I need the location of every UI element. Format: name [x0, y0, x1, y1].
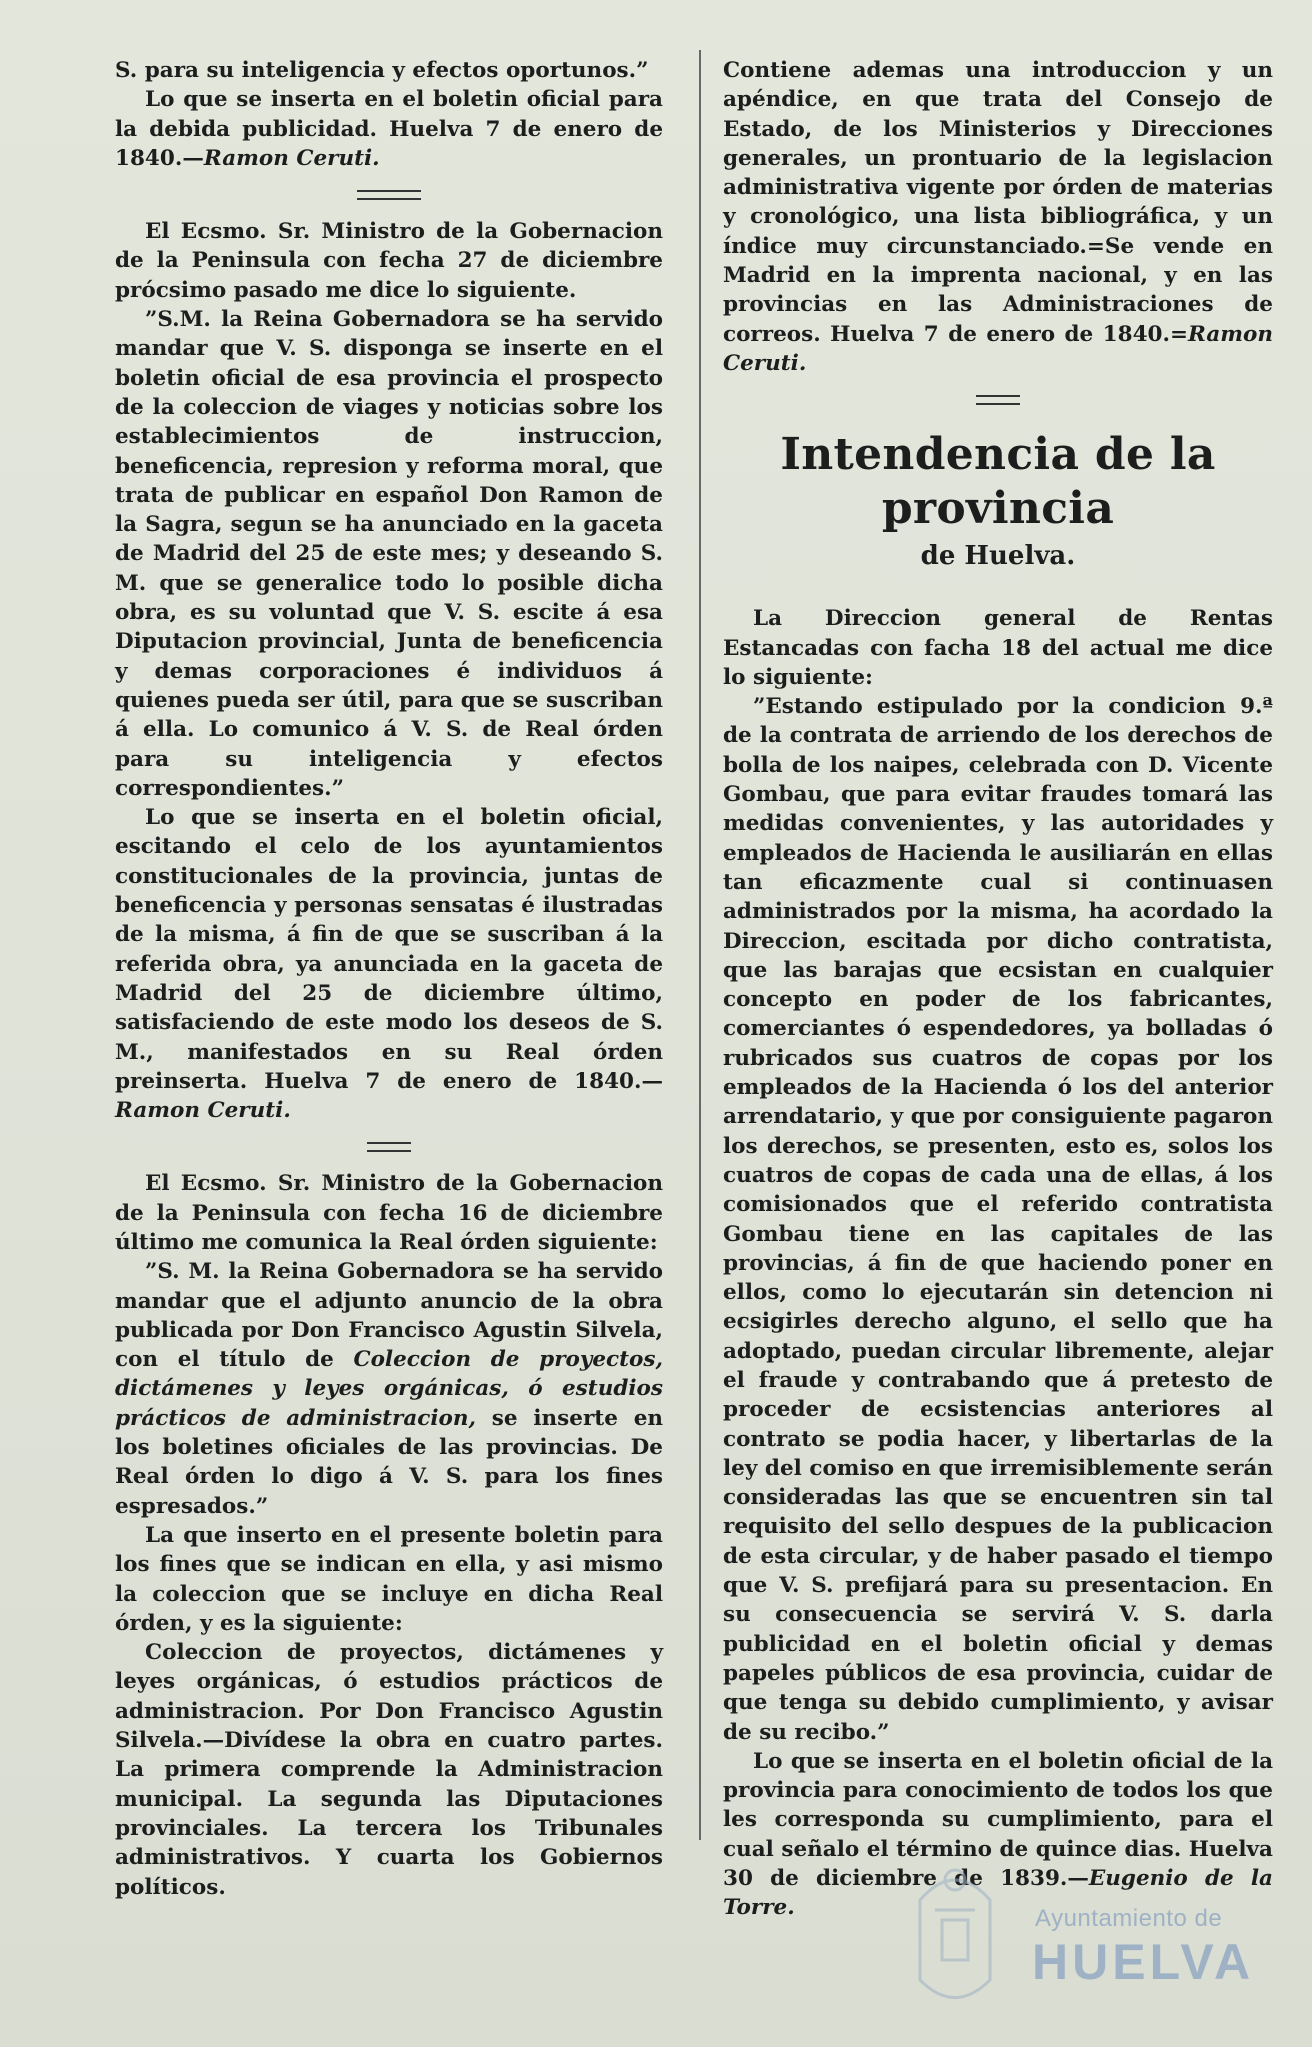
signature: Ramon Ceruti. — [115, 1098, 291, 1124]
paragraph: La Direccion general de Rentas Estancadas con facha 18 del actual me dice lo siguiente: — [723, 606, 1273, 690]
paragraph: El Ecsmo. Sr. Ministro de la Gobernacion de la Peninsula con fecha 27 de diciembre prócsimo pasado me dice lo siguiente. — [115, 219, 663, 303]
book-title: Coleccion de proyectos, dictámenes y leyes orgánicas, ó estudios prácticos de administracion, — [115, 1347, 663, 1431]
signature: Eugenio de la Torre. — [723, 1866, 1273, 1921]
quoted-order: ”S.M. la Reina Gobernadora se ha servido mandar que V. S. disponga se inserte en el boletin oficial de esa provincia el prospecto de la coleccion de viages y noticias sobre los establecimientos de instruccion, beneficencia, represion y reforma moral, que trata de publicar en español Don Ramon de la Sagra, segun se ha anunciado en la gaceta de Madrid del 25 de este mes; y deseando S. M. que se generalice todo lo posible dicha obra, es su voluntad que V. S. escite á esa Diputacion provincial, Junta de beneficencia y demas corporaciones é individuos á quienes pueda ser útil, para que se suscriban á ella. Lo comunico á V. S. de Real órden para su inteligencia y efectos correspondientes.” — [115, 307, 663, 801]
quoted-order: ”Estando estipulado por la condicion 9.ª de la contrata de arriendo de los derechos de bolla de los naipes, celebrada con D. Vicente Gombau, que para evitar fraudes tomará las medidas convenientes, y las autoridades y empleados de Hacienda le ausiliarán en ellas tan eficazmente cual si continuasen administrados por la misma, ha acordado la Direccion, escitada por dicho contratista, que las barajas que ecsistan en cualquier concepto en poder de los fabricantes, comerciantes ó espendedores, ya bolladas ó rubricados sus cuatros de copas por los empleados de la Hacienda ó los del anterior arrendatario, y que por consiguiente pagaron los derechos, se presenten, esto es, solos los cuatros de copas de cada una de ellas, á los comisionados que el referido contratista Gombau tiene en las capitales de las provincias, á fin de que haciendo poner en ellos, como lo ejecutarán sin detencion ni ecsigirles derecho alguno, el sello que ha adoptado, puedan circular libremente, alejar el fraude y contrabando que á pretesto de proceder de ecsistencias anteriores al contrato se podia hacer, y libertarlas de la ley del comiso en que irremisiblemente serán consideradas las que se encuentren sin tal requisito del sello despues de la publicacion de esta circular, y de haber pasado el tiempo que V. S. prefijará para su presentacion. En su consecuencia se servirá V. S. darla publicidad en el boletin oficial y demas papeles públicos de esa provincia, cuidar de que tenga su debido cumplimiento, y avisar de su recibo.” — [723, 694, 1273, 1745]
separator — [115, 1125, 663, 1169]
paragraph: Contiene ademas una introduccion y un apéndice, en que trata del Consejo de Estado, de los Ministerios y Direcciones generales, un prontuario de la legislacion administrativa vigente por órden de materias y cronológico, una lista bibliográfica, y un índice muy circunstanciado.=Se vende en Madrid en la imprenta nacional, y en las provincias en las Administraciones de correos. Huelva 7 de enero de 1840.=Ramon Ceruti. — [723, 58, 1273, 376]
paragraph: Lo que se inserta en el boletin oficial de la provincia para conocimiento de todos los que les corresponda su cumplimiento, para el cual señalo el término de quince dias. Huelva 30 de diciembre de 1839.—Eugenio de la Torre. — [723, 1748, 1273, 1921]
quoted-order: ”S. M. la Reina Gobernadora se ha servido mandar que el adjunto anuncio de la obra publicada por Don Francisco Agustin Silvela, con el título de Coleccion de proyectos, dictámenes y leyes orgánicas, ó estudios prácticos de administracion, se inserte en los boletines oficiales de las provincias. De Real órden lo digo á V. S. para los fines espresados.” — [115, 1259, 664, 1519]
section-heading: Intendencia de la provincia — [780, 429, 1216, 535]
column-divider — [699, 50, 701, 1840]
paragraph: S. para su inteligencia y efectos oportunos.” — [115, 58, 649, 83]
paragraph: Coleccion de proyectos, dictámenes y leyes orgánicas, ó estudios prácticos de administracion. Por Don Francisco Agustin Silvela.—Divídese la obra en cuatro partes. La primera comprende la Administracion municipal. La segunda las Diputaciones provinciales. La tercera los Tribunales administrativos. Y cuarta los Gobiernos políticos. — [115, 1640, 663, 1900]
section-subheading: de Huelva. — [920, 541, 1076, 572]
separator — [115, 173, 663, 217]
paragraph: Lo que se inserta en el boletin oficial para la debida publicidad. Huelva 7 de enero de 1840.—Ramon Ceruti. — [115, 87, 663, 171]
separator — [723, 378, 1273, 422]
paragraph: Lo que se inserta en el boletin oficial, escitando el celo de los ayuntamientos constitucionales de la provincia, juntas de beneficencia y personas sensatas é ilustradas de la misma, á fin de que se suscriban á la referida obra, ya anunciada en la gaceta de Madrid del 25 de diciembre último, satisfaciendo de este modo los deseos de S. M., manifestados en su Real órden preinserta. Huelva 7 de enero de 1840.—Ramon Ceruti. — [115, 805, 663, 1124]
watermark-line2: HUELVA — [1032, 1934, 1255, 1990]
paragraph: El Ecsmo. Sr. Ministro de la Gobernacion de la Peninsula con fecha 16 de diciembre último me comunica la Real órden siguiente: — [115, 1171, 663, 1255]
left-column — [115, 56, 663, 1902]
watermark-line1: Ayuntamiento de — [1035, 1905, 1223, 1932]
paragraph: La que inserto en el presente boletin para los fines que se indican en ella, y asi mismo la coleccion que se incluye en dicha Real órden, y es la siguiente: — [115, 1522, 663, 1636]
signature: Ramon Ceruti. — [203, 145, 380, 171]
right-column — [723, 56, 1273, 1923]
signature: Ramon Ceruti. — [723, 321, 1273, 376]
